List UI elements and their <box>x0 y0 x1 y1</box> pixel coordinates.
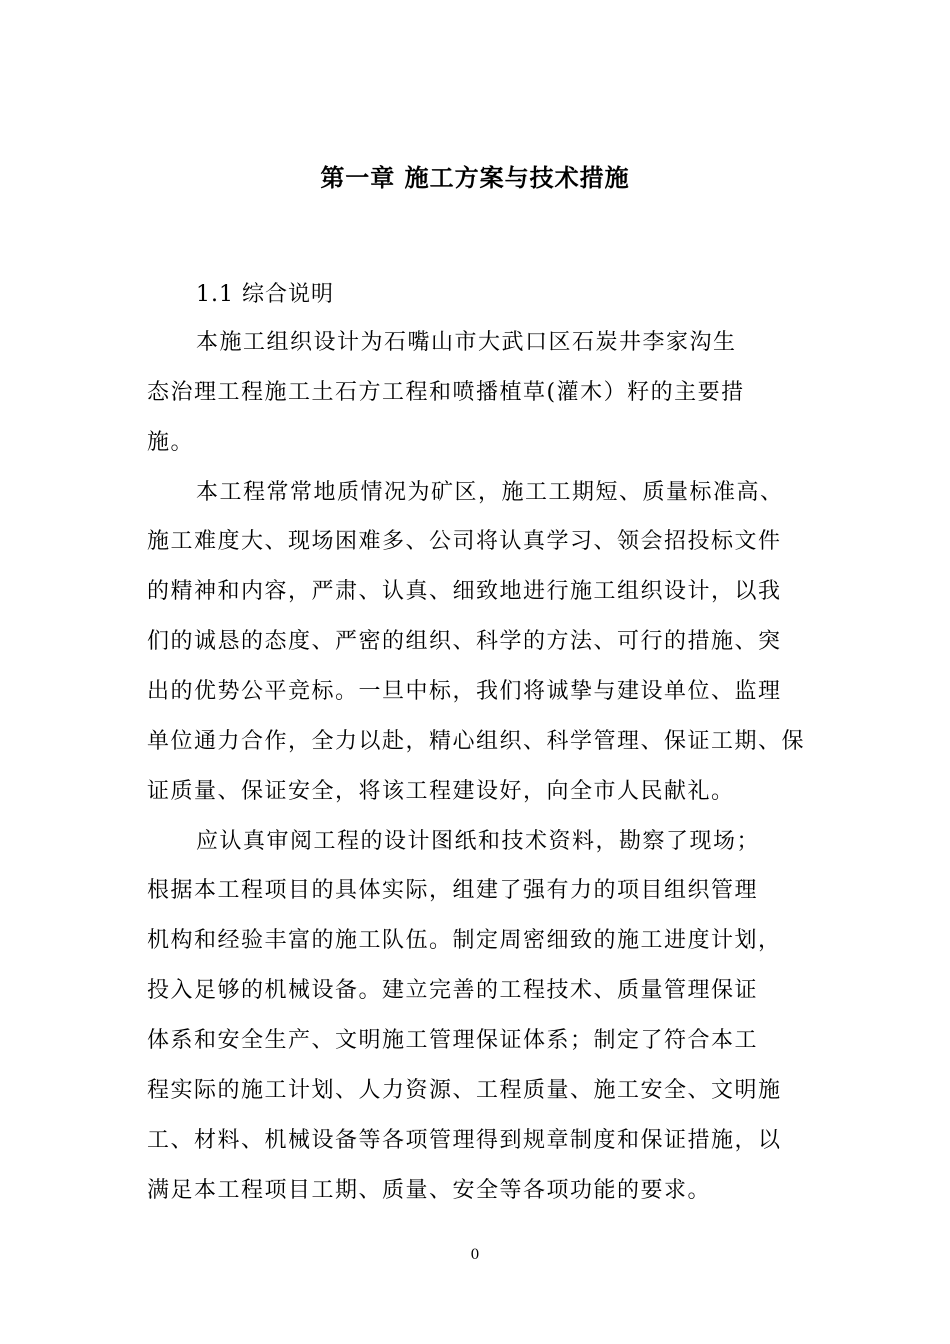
chapter-title: 第一章 施工方案与技术措施 <box>320 163 630 192</box>
paragraph-2-line-7: 证质量、保证安全，将该工程建设好，向全市人民献礼。 <box>147 779 735 804</box>
paragraph-3-line-6: 程实际的施工计划、人力资源、工程质量、施工安全、文明施 <box>147 1078 782 1103</box>
paragraph-1-line-2: 态治理工程施工土石方工程和喷播植草(灌木）籽的主要措 <box>147 380 745 405</box>
paragraph-2-line-2: 施工难度大、现场困难多、公司将认真学习、领会招投标文件 <box>147 529 782 554</box>
paragraph-1-line-1: 本施工组织设计为石嘴山市大武口区石炭井李家沟生 <box>196 330 737 355</box>
paragraph-3-line-1: 应认真审阅工程的设计图纸和技术资料，勘察了现场； <box>196 829 761 854</box>
section-heading: 1.1 综合说明 <box>196 282 334 307</box>
paragraph-3-line-7: 工、材料、机械设备等各项管理得到规章制度和保证措施，以 <box>147 1128 782 1153</box>
paragraph-3-line-3: 机构和经验丰富的施工队伍。制定周密细致的施工进度计划， <box>147 928 782 953</box>
page-number: 0 <box>470 1247 480 1263</box>
paragraph-2-line-6: 单位通力合作，全力以赴，精心组织、科学管理、保证工期、保 <box>147 729 806 754</box>
paragraph-3-line-4: 投入足够的机械设备。建立完善的工程技术、质量管理保证 <box>147 978 759 1003</box>
paragraph-2-line-1: 本工程常常地质情况为矿区，施工工期短、质量标准高、 <box>196 480 784 505</box>
paragraph-3-line-8: 满足本工程项目工期、质量、安全等各项功能的要求。 <box>147 1178 712 1203</box>
paragraph-2-line-3: 的精神和内容，严肃、认真、细致地进行施工组织设计，以我 <box>147 579 782 604</box>
paragraph-3-line-2: 根据本工程项目的具体实际，组建了强有力的项目组织管理 <box>147 878 759 903</box>
paragraph-1-line-3: 施。 <box>147 430 195 455</box>
paragraph-2-line-5: 出的优势公平竞标。一旦中标，我们将诚挚与建设单位、监理 <box>147 679 782 704</box>
paragraph-2-line-4: 们的诚恳的态度、严密的组织、科学的方法、可行的措施、突 <box>147 629 782 654</box>
paragraph-3-line-5: 体系和安全生产、文明施工管理保证体系；制定了符合本工 <box>147 1028 759 1053</box>
